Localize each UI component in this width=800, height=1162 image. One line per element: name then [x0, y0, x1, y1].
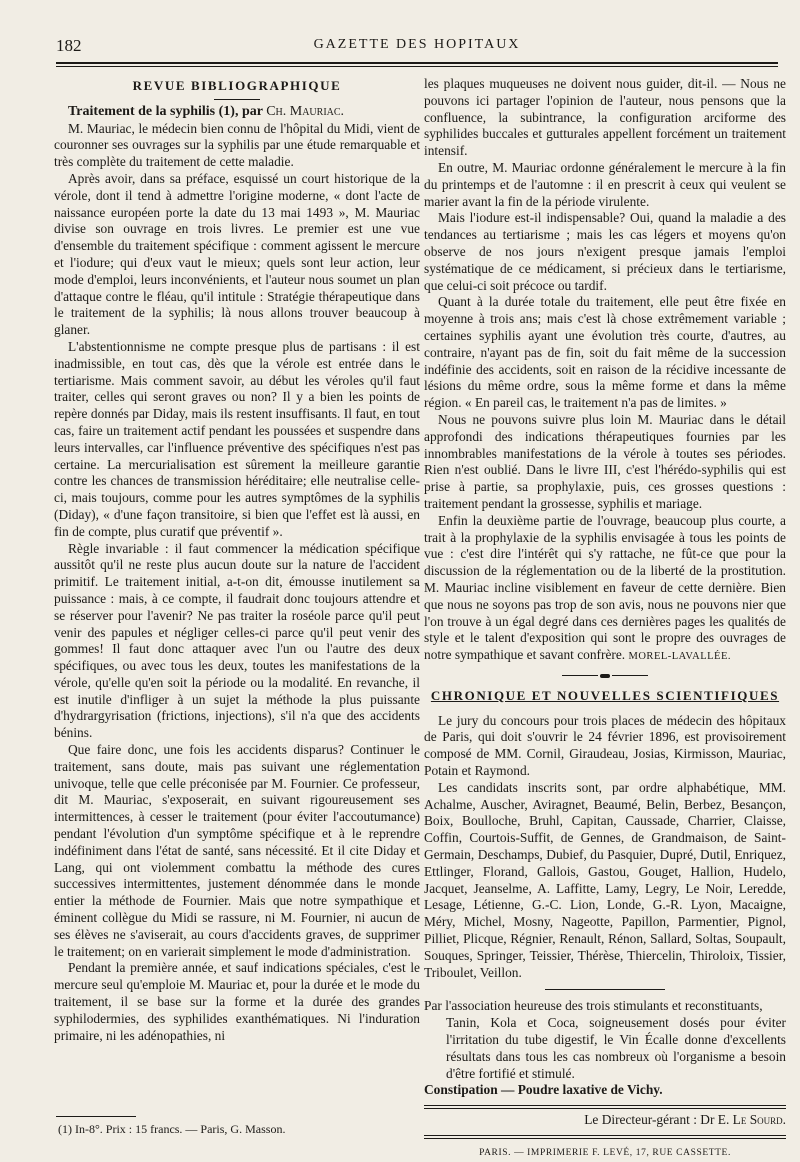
ad-line: Par l'association heureuse des trois stimulants et reconstituants,: [424, 998, 763, 1014]
paragraph: Règle invariable : il faut commencer la médication spécifique aussitôt qu'il ne reste plus aucun doute sur la nature de l'accident primitif. Le traitement initial, a-t-on dit, émousse inutilement sa puissance : mais, à ce compte, il faudrait donc toujours attendre et se réserver pour l'avenir? Ne pas traiter la roséole parce qu'il peut venir des papules et négliger celles-ci parce qu'il peut venir des gommes! Il faut donc attaquer avec l'un ou l'autre des deux spécifiques, ou avec tous les deux, toutes les manifestations de la vérole, qu'elle qu'en soit la période ou la modalité. En revanche, il est inutile d'infliger à un sujet la méthode la plus puissante d'hydrargyrisation (frictions, injections), s'il n'a que des accidents bénins.: [54, 540, 420, 741]
director-label: Le Directeur-gérant : Dr E.: [584, 1112, 730, 1128]
paragraph: L'abstentionnisme ne compte presque plus de partisans : il est inadmissible, en tout cas, dès que la vérole est entrée dans le tertiarisme. Mais comment savoir, au début les véroles qu'il faut traiter, celles qui seront graves ou non? Il y a bien les points de repère donnés par Diday, mais ils restent insuffisants. Il faut, en tout cas, faire un traitement actif pendant les poussées et suspendre dans leurs intervalles, car l'influence préventive des spécifiques n'est pas certaine. La mercurialisation est sûrement la meilleure garantie contre les chances de transmission héréditaire; elle neutralise celle-ci, mais toujours, comme pour les autres symptômes de la syphilis (Diday), « d'une façon transitoire, si bien que l'effet est là aussi, en fin de compte, plus curatif que préventif ».: [54, 338, 420, 539]
bottom-rule: [424, 1135, 786, 1139]
paragraph: M. Mauriac, le médecin bien connu de l'hôpital du Midi, vient de couronner ses ouvrages sur la syphilis par une étude remarquable et très complète du traitement de cette maladie.: [54, 120, 420, 170]
header-rule-thin: [56, 66, 778, 67]
bottom-rule: [424, 1105, 786, 1109]
paragraph: En outre, M. Mauriac ordonne généralement le mercure à la fin du printemps et de l'automne : il en prescrit à ceux qui veulent se marier avant la fin de la période virulente.: [424, 159, 786, 209]
director-line: [424, 1112, 786, 1129]
ornament-divider: [424, 674, 786, 678]
review-author: Ch. Mauriac.: [266, 103, 345, 119]
separator: [545, 989, 665, 990]
right-column: [424, 76, 786, 1162]
paragraph-text: Enfin la deuxième partie de l'ouvrage, beaucoup plus courte, a trait à la prophylaxie de la syphilis envisagée à tous les points de vue : c'est dire l'intérêt qui s'y rattache, ne fût-ce que pour la discussion de la réglementation ou de la liberté de la prostitution. M. Mauriac incline visiblement en faveur de cette dernière. Bien que nous ne soyons pas trop de son avis, nous ne pouvons nier que l'on trouve à un égal degré dans ces dernières pages les qualités de style et le talent d'exposition qui sont le propre des ouvrages de notre sympathique et savant confrère.: [424, 512, 786, 663]
review-title: [54, 104, 420, 121]
section-heading: REVUE BIBLIOGRAPHIQUE: [132, 78, 342, 93]
left-column: [54, 76, 420, 1044]
ad-line: Tanin, Kola et Coca, soigneusement dosés pour éviter l'irritation du tube digestif, le Vin Écalle donne d'excellents résultats dans tous les cas nombreux où l'organisme a besoin d'être fortifié et stimulé.: [446, 1015, 786, 1081]
paragraph: Que faire donc, une fois les accidents disparus? Continuer le traitement, sans doute, mais pas suivant une réglementation univoque, telle que celle préconisée par M. Fournier. Ce professeur, dit M. Mauriac, s'exposerait, en suivant rigoureusement ses intermittences, à cesser le traitement (pour éviter l'accoutumance) pendant l'évolution d'un symptôme spécifique et à le reprendre indéfiniment dans l'état de santé, sans nécessité. Et il cite Diday et Lang, qui ont violemment combattu la méthode des cures successives intermittentes, justement dénommée dans le monde entier la méthode de Fournier. Mais que notre sympathique et éminent collègue du Midi se rassure, ni M. Fournier, ni aucun de ses élèves ne s'aviserait, au cours d'accidents graves, de supprimer le traitement; on en varierait simplement le mode d'administration.: [54, 742, 420, 959]
paragraph: Pendant la première année, et sauf indications spéciales, c'est le mercure seul qu'emploie M. Mauriac et, pour la durée et le mode du traitement, il se base sur la forme et la durée des grandes syphilodermies, des syphilides exanthématiques. Ni l'induration primaire, ni les adénopathies, ni: [54, 960, 420, 1043]
chronique-paragraph: Les candidats inscrits sont, par ordre alphabétique, MM. Achalme, Auscher, Aviragnet, Beaumé, Belin, Berbez, Besançon, Boix, Boulloche, Bruhl, Capitan, Caussade, Charrier, Claisse, Coffin, Courtois-Suffit, de Gennes, de Grandmaison, de Saint-Germain, Deschamps, Dubief, du Pasquier, Dupré, Dutil, Enriquez, Ettlinger, Florand, Gallois, Gastou, Gouget, Hallion, Hudelo, Jacquet, Jeanselme, A. Laffitte, Lamy, Legry, Le Noir, Leredde, Lesage, Létienne, G.-C. Lion, Londe, G.-R. Lyon, Macaigne, Méry, Michel, Mosny, Nageotte, Papillon, Parmentier, Pignol, Pilliet, Plicque, Régnier, Renault, Rénon, Sallard, Soltas, Soupault, Souques, Springer, Teissier, Thérèse, Thiercelin, Thiroloix, Tissier, Triboulet, Veillon.: [424, 779, 786, 980]
review-title-text: Traitement de la syphilis (1), par: [68, 103, 263, 119]
heading-rule: [214, 99, 260, 100]
director-name: Le Sourd.: [732, 1112, 786, 1128]
ad-line: Constipation — Poudre laxative de Vichy.: [424, 1082, 663, 1098]
paragraph: [424, 513, 786, 666]
paragraph: les plaques muqueuses ne doivent nous guider, dit-il. — Nous ne pouvons ici partager l'opinion de l'auteur, nous pensons que la confluence, la subintrance, la configuration arciforme des syphilides buccales et gutturales appellent forcément un traitement intensif.: [424, 76, 786, 159]
footnote-rule: [56, 1116, 136, 1117]
page-header: [56, 36, 778, 60]
chronique-paragraph: Le jury du concours pour trois places de médecin des hôpitaux de Paris, qui doit s'ouvrir le 24 février 1896, est provisoirement composé de MM. Cornil, Giraudeau, Josias, Kirmisson, Mauriac, Potain et Raymond.: [424, 712, 786, 779]
paragraph: Quant à la durée totale du traitement, elle peut être fixée en moyenne à trois ans; mais c'est là chose extrêmement variable ; certaines syphilis ayant une évolution très courte, d'autres, au contraire, n'ayant pas de fin, soit du fait même de la succession indéfinie des accidents, soit en raison de la récidive incessante de lésions du même ordre, sous la même forme et dans la même région. « En pareil cas, le traitement n'a pas de limites. »: [424, 294, 786, 411]
paragraph: Mais l'iodure est-il indispensable? Oui, quand la maladie a des tendances au tertiarisme ; mais les cas légers et moyens qu'on observe de nos jours n'exigent presque jamais l'emploi systématique de ce médicament, si précieux dans le tertiarisme, que celui-ci soit précoce ou tardif.: [424, 210, 786, 293]
chronique-heading: CHRONIQUE ET NOUVELLES SCIENTIFIQUES: [430, 687, 780, 703]
header-rule: [56, 62, 778, 64]
imprint: PARIS. — IMPRIMERIE F. LEVÉ, 17, RUE CASSETTE.: [479, 1148, 731, 1159]
paragraph: Après avoir, dans sa préface, esquissé un court historique de la vérole, dont il tend à admettre l'origine moderne, « dont l'acte de naissance européen porte la date du 13 mai 1493 », M. Mauriac divise son ouvrage en trois livres. Le premier est une vue d'ensemble du traitement spécifique : comment agissent le mercure et l'iodure; qui d'eux vaut le mieux; quels sont leur action, leur mode d'emploi, leurs inconvénients, et l'auteur nous soumet un plan d'attaque contre le fléau, qu'il intitule : Stratégie thérapeutique dans le traitement de la syphilis; là nous allons trouver beaucoup à glaner.: [54, 170, 420, 338]
running-title: GAZETTE DES HOPITAUX: [313, 37, 521, 52]
paragraph: Nous ne pouvons suivre plus loin M. Mauriac dans le détail approfondi des indications thérapeutiques fournies par les innombrables manifestations de la vérole à toutes ses périodes. Rien n'est oublié. Dans le livre III, c'est l'hérédo-syphilis qui est prise à partie, sa prophylaxie, puis, ces grosses questions : traitement pendant la grossesse, syphilis et mariage.: [424, 411, 786, 511]
page-number: 182: [56, 36, 82, 55]
footnote: (1) In-8°. Prix : 15 francs. — Paris, G. Masson.: [58, 1122, 286, 1136]
signature: MOREL-LAVALLÉE.: [628, 651, 731, 663]
advertisement: [424, 998, 786, 1099]
